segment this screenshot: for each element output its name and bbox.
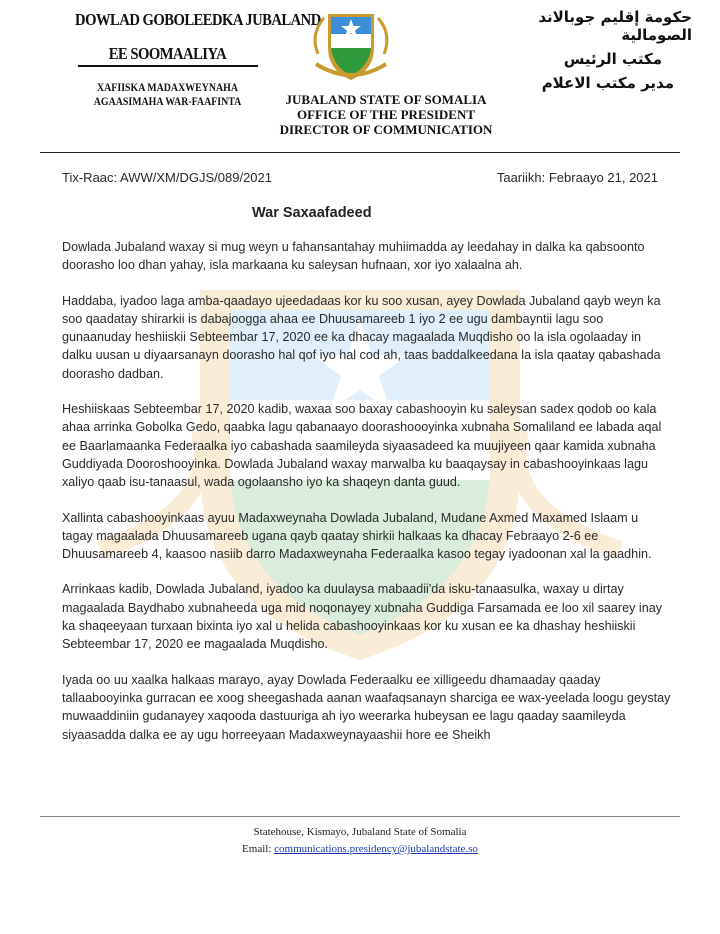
arabic-director-title: مدير مكتب الاعلام [541, 74, 674, 92]
header-left-somali [60, 10, 321, 109]
header-divider [40, 152, 680, 153]
body-paragraph: Dowlada Jubaland waxay si mug weyn u fahansantahay muhiimadda ay leedahay in dalka ka qabsoonto doorasho loo dhan yahay, isla markaana ku saleysan hufnaan, xor iyo xalaalna ah. [62, 240, 645, 273]
director-title: DIRECTOR OF COMMUNICATION [279, 122, 493, 137]
arabic-office-name: مكتب الرئيس [563, 50, 662, 68]
office-name-line1: XAFIISKA MADAXWEYNAHA [97, 82, 238, 94]
footer-address: Statehouse, Kismayo, Jubaland State of Somalia [253, 826, 467, 838]
header-center-english [266, 92, 506, 137]
footer-divider [40, 816, 680, 817]
letter-date: Taariikh: Febraayo 21, 2021 [496, 170, 658, 185]
body-paragraph: Heshiiskaas Sebteembar 17, 2020 kadib, waxaa soo baxay cabashooyin ku saleysan sadex qodob oo kala ahaa arrinka Gobolka Gedo, qaabka lagu qabanaayo doorashoooyinka xubnaha Somaliland ee labada aqal ee Baarlamaanka Federaalka iyo cabashada saamileyda siyaasadeed ka muujiyeen qaar kamida xubnaha Guddiyada Dooroshooyinka. Dowlada Jubaland waxay marwalba ku baaqaysay in cabashooyinkaas lagu xaliyo qaab isu-tanaasul, wada ogolaansho iyo ka shaqeyn danta guud. [62, 402, 662, 490]
body-paragraph: Haddaba, iyadoo laga amba-qaadayo ujeedadaas kor ku soo xusan, ayey Dowlada Jubaland qayb weyn ka soo qaadatay shirarkii is dabajoogga ahaa ee Dhuusamareeb 1 iyo 2 ee ugu dambayntii lagu soo gunaanuday heshiiskii Sebteembar 17, 2020 ee ka dhacay magaalada Muqdisho oo la isla ogolaaday in dalku uusan u diyaarsanayn doorasho hal qof iyo hal cod ah, taas baddalkeedana la isla qaatay qabashada doorasho dadban. [62, 293, 661, 381]
body-paragraph: Arrinkaas kadib, Dowlada Jubaland, iyadoo ka duulaysa mabaadii'da isku-tanaasulka, waxay u dirtay magaalada Baydhabo xubnaheeda uga mid noqonayey xubnaha Guddiga Farsamada ee loo xil saarey inay ka shaqeeyaan turxaan bixinta iyo xal u helida cabashooyinkaas kor ku xusan ee ka dhashay heshiiskii Sebteembar 17, 2020 ee magaalada Muqdisho. [62, 582, 663, 652]
letter-body [62, 238, 672, 761]
org-name-line1: DOWLAD GOBOLEEDKA JUBALAND [75, 10, 321, 29]
arabic-state-name: حكومة إقليم جوبالاند الصومالية [538, 8, 692, 44]
office-name: OFFICE OF THE PRESIDENT [296, 107, 476, 122]
header-right-arabic [482, 8, 692, 92]
document-title: War Saxaafadeed [252, 205, 372, 221]
body-paragraph: Xallinta cabashooyinkaas ayuu Madaxweynaha Dowlada Jubaland, Mudane Axmed Maxamed Islaam u tagay magaalada Dhuusamareeb ugana qayb qaatay shirkii halkaas ka dhacay Febraayo 2-6 ee Dhuusamareeb 4, kaasoo nasiib darro Madaxweynaha Federaalka kasoo tegay iyadoonan xal la gaadhin. [62, 510, 652, 562]
jubaland-emblem-icon [310, 4, 392, 86]
email-link[interactable]: communications.presidency@jubalandstate.so [274, 843, 478, 855]
footer-email-line [0, 841, 720, 858]
body-paragraph: Iyada oo uu xaalka halkaas marayo, ayay Dowlada Federaalku ee xilligeedu dhamaaday qaaday tallaabooyinka gurracan ee xoog sheegashada aanan waafaqsanayn sharciga ee wax-yeelada loogu geystay muwaaddiniin gudanayey xaqooda dastuuriga ah iyo weerarka hubeysan ee lagu qaaday saamileyda siyaasadda dalka ee ay ugu horreeyaan Madaxweynayaashii hore ee Sheikh [62, 672, 671, 742]
state-name: JUBALAND STATE OF SOMALIA [285, 92, 487, 107]
org-name-line2: EE SOOMAALIYA [108, 44, 227, 63]
office-name-line2: AGAASIMAHA WAR-FAAFINTA [93, 96, 242, 108]
reference-number: Tix-Raac: AWW/XM/DGJS/089/2021 [62, 170, 272, 185]
email-label: Email: [242, 843, 272, 855]
divider [78, 65, 258, 67]
letter-footer [0, 824, 720, 858]
